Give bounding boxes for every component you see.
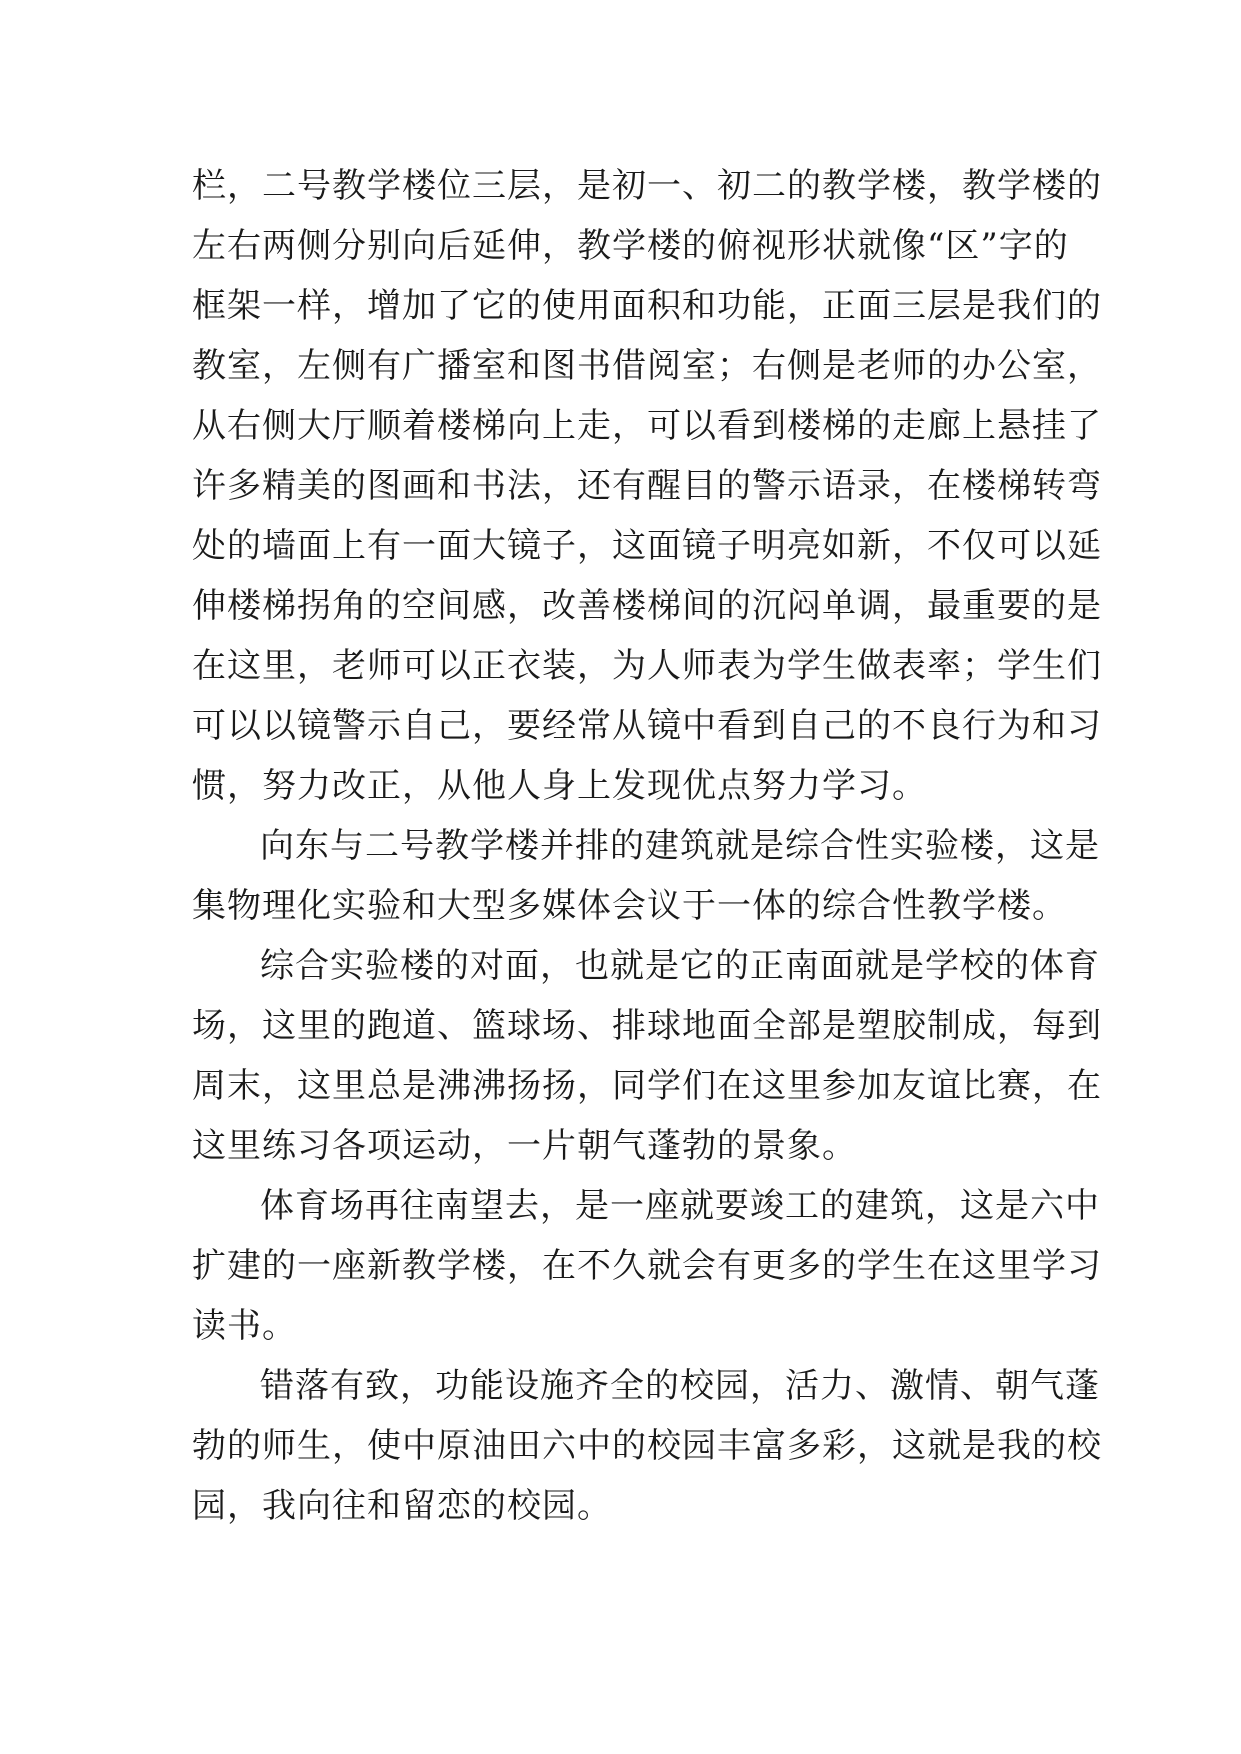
- paragraph-first-line: 体育场再往南望去，是一座就要竣工的建筑，这是六中: [260, 1186, 1100, 1226]
- text-line: 伸楼梯拐角的空间感，改善楼梯间的沉闷单调，最重要的是: [192, 586, 1102, 626]
- text-line: 这里练习各项运动，一片朝气蓬勃的景象。: [192, 1126, 857, 1166]
- text-line: 栏，二号教学楼位三层，是初一、初二的教学楼，教学楼的: [192, 166, 1102, 206]
- text-line: 左右两侧分别向后延伸，教学楼的俯视形状就像“区”字的: [192, 226, 1069, 266]
- paragraph-first-line: 向东与二号教学楼并排的建筑就是综合性实验楼，这是: [260, 826, 1100, 866]
- text-line: 许多精美的图画和书法，还有醒目的警示语录，在楼梯转弯: [192, 466, 1102, 506]
- text-line: 集物理化实验和大型多媒体会议于一体的综合性教学楼。: [192, 886, 1067, 926]
- text-line: 框架一样，增加了它的使用面积和功能，正面三层是我们的: [192, 286, 1102, 326]
- text-line: 园，我向往和留恋的校园。: [192, 1486, 612, 1526]
- text-line: 场，这里的跑道、篮球场、排球地面全部是塑胶制成，每到: [192, 1006, 1102, 1046]
- text-line: 勃的师生，使中原油田六中的校园丰富多彩，这就是我的校: [192, 1426, 1102, 1466]
- text-line: 周末，这里总是沸沸扬扬，同学们在这里参加友谊比赛，在: [192, 1066, 1102, 1106]
- paragraph-first-line: 错落有致，功能设施齐全的校园，活力、激情、朝气蓬: [260, 1366, 1100, 1406]
- text-line: 在这里，老师可以正衣装，为人师表为学生做表率；学生们: [192, 646, 1102, 686]
- text-line: 可以以镜警示自己，要经常从镜中看到自己的不良行为和习: [192, 706, 1102, 746]
- paragraph-first-line: 综合实验楼的对面，也就是它的正南面就是学校的体育: [260, 946, 1100, 986]
- text-line: 处的墙面上有一面大镜子，这面镜子明亮如新，不仅可以延: [192, 526, 1102, 566]
- text-line: 从右侧大厅顺着楼梯向上走，可以看到楼梯的走廊上悬挂了: [192, 406, 1102, 446]
- text-line: 扩建的一座新教学楼，在不久就会有更多的学生在这里学习: [192, 1246, 1102, 1286]
- document-body: [192, 156, 1102, 1536]
- text-line: 教室，左侧有广播室和图书借阅室；右侧是老师的办公室，: [192, 346, 1102, 386]
- text-line: 读书。: [192, 1306, 297, 1346]
- text-line: 惯，努力改正，从他人身上发现优点努力学习。: [192, 766, 927, 806]
